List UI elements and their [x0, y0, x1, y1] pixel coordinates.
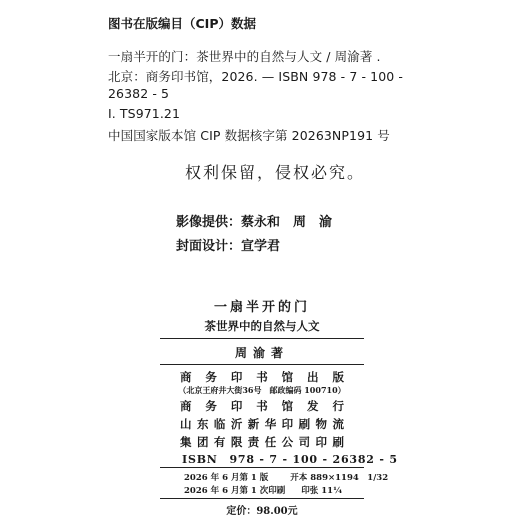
printer-char: 印: [281, 417, 294, 431]
printer-char: 流: [332, 417, 344, 431]
credit-photo: [176, 211, 332, 230]
colophon-edition: 2026 年 6 月第 1 版: [184, 473, 269, 483]
colophon-publisher: [160, 369, 364, 385]
colophon-printing: 2026 年 6 月第 1 次印刷: [184, 486, 286, 496]
colophon-printing-line: [184, 484, 342, 496]
cip-line-isbn-tail: 26382 - 5: [108, 86, 170, 101]
publisher-char: 书: [256, 370, 268, 384]
cip-line-publisher: 北京：商务印书馆，2026. — ISBN 978 - 7 - 100 -: [108, 69, 404, 84]
printer-char: 印: [315, 435, 327, 449]
distributor-char: 印: [230, 399, 243, 413]
colophon-rule-author: [160, 364, 364, 365]
distributor-char: 馆: [281, 399, 294, 413]
credit-cover-value: 宣学君: [241, 239, 281, 254]
printer-char: 临: [213, 417, 226, 431]
publisher-char: 版: [332, 370, 344, 384]
colophon-author: 周渝著: [234, 346, 289, 360]
distributor-char: 务: [205, 399, 217, 413]
printer-char: 有: [213, 435, 226, 449]
colophon-rule-top: [160, 338, 364, 339]
publisher-char: 商: [180, 370, 192, 384]
distributor-char: 书: [256, 399, 268, 413]
cip-line-classification: Ⅰ. TS971.21: [108, 106, 181, 121]
colophon-subtitle: 茶世界中的自然与人文: [204, 319, 320, 333]
publisher-char: 务: [205, 370, 217, 384]
printer-char: 司: [298, 435, 311, 449]
publisher-char: 印: [230, 370, 243, 384]
printer-char: 刷: [298, 417, 311, 431]
distributor-char: 商: [180, 399, 192, 413]
credit-photo-label: 影像提供：: [176, 215, 242, 230]
cip-heading: 图书在版编目（CIP）数据: [108, 16, 256, 31]
printer-char: 山: [180, 417, 192, 431]
colophon-rule-isbn: [160, 467, 364, 468]
printer-char: 任: [264, 435, 277, 449]
cip-line-title: 一扇半开的门：茶世界中的自然与人文 / 周渝著 .: [108, 49, 381, 64]
credit-cover: [176, 235, 280, 254]
colophon-title: 一扇半开的门: [213, 300, 310, 315]
colophon-isbn: ISBN 978 - 7 - 100 - 26382 - 5: [182, 453, 398, 466]
distributor-char: 发: [307, 399, 319, 413]
printer-char: 团: [196, 435, 209, 449]
colophon-edition-line: [184, 471, 388, 483]
colophon-rule-bottom: [160, 498, 364, 499]
colophon-price: 定价：98.00元: [226, 506, 298, 517]
cip-line-record-number: 中国国家版本馆 CIP 数据核字第 20263NP191 号: [108, 128, 390, 143]
printer-char: 物: [315, 417, 327, 431]
colophon-sheets: 印张 11¼: [301, 486, 342, 496]
publisher-char: 出: [307, 370, 319, 384]
colophon-address: （北京王府井大街36号 邮政编码 100710）: [178, 385, 346, 395]
printer-char: 沂: [230, 417, 243, 431]
printer-char: 责: [247, 435, 260, 449]
printer-char: 限: [230, 435, 243, 449]
credit-cover-label: 封面设计：: [176, 239, 242, 254]
colophon-printer-line2: [160, 434, 364, 450]
colophon-format: 开本 889×1194 1/32: [290, 473, 389, 483]
printer-char: 公: [281, 435, 294, 449]
credit-photo-value: 蔡永和 周 渝: [241, 215, 333, 230]
printer-char: 新: [247, 417, 260, 431]
colophon-printer-line1: [160, 416, 364, 432]
printer-char: 集: [180, 435, 192, 449]
rights-notice: 权利保留，侵权必究。: [184, 163, 365, 182]
printer-char: 东: [196, 417, 209, 431]
distributor-char: 行: [332, 399, 344, 413]
printer-char: 刷: [332, 435, 344, 449]
printer-char: 华: [264, 417, 277, 431]
colophon-distributor: [160, 398, 364, 414]
publisher-char: 馆: [281, 370, 294, 384]
